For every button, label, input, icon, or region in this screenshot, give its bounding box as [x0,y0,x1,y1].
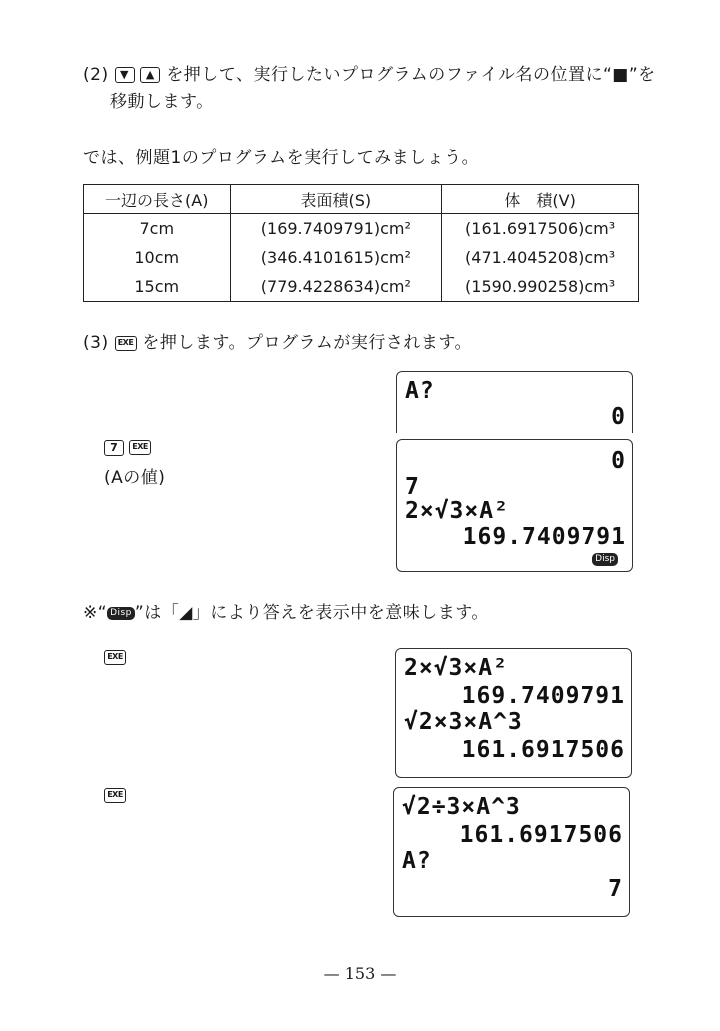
lcd-line: 2×√3×A² [405,498,509,524]
table-row [84,272,639,302]
lcd-line: 2×√3×A² [404,655,508,681]
digit-7-key-icon: 7 [104,440,124,456]
exe-key-icon: EXE [115,336,137,351]
note-text: ”は「◢」により答えを表示中を意味します。 [134,603,489,623]
table-cell: (161.6917506)cm³ [442,214,639,244]
exe-key-icon: EXE [104,788,126,803]
example-table [83,184,639,302]
input-caption: (Aの値) [104,468,166,488]
table-row [84,214,639,244]
intro-text: では、例題1のプログラムを実行してみましょう。 [83,148,480,168]
step-2-line-2: 移動します。 [110,92,214,112]
lcd-line: A? [405,378,435,404]
disp-indicator-icon: Disp [107,607,135,620]
lcd-line: 0 [611,448,626,474]
table-header-row [84,185,639,214]
table-cell: 10cm [84,243,231,272]
note-prefix: ※“ [83,603,108,623]
lcd-line: 7 [608,876,623,902]
exe-step-2 [104,785,126,804]
table-header: 表面積(S) [230,185,442,214]
up-arrow-key-icon: ▲ [140,67,160,83]
lcd-screen-4 [393,787,630,917]
lcd-line: 0 [611,404,626,430]
table-cell: 7cm [84,214,231,244]
disp-note [83,598,489,623]
exe-key-icon: EXE [104,650,126,665]
table-cell: (1590.990258)cm³ [442,272,639,302]
step-2-line-1 [83,60,656,85]
lcd-screen-2 [396,439,633,572]
lcd-line: 161.6917506 [459,822,623,848]
table-cell: (169.7409791)cm² [230,214,442,244]
lcd-line: √2÷3×A^3 [402,794,521,820]
lcd-screen-3 [395,648,632,778]
step-2-text: を押して、実行したいプログラムのファイル名の位置に“■”を [166,65,656,85]
step-3-text: を押します。プログラムが実行されます。 [142,333,473,353]
lcd-line: 169.7409791 [462,524,626,550]
lcd-line: √2×3×A^3 [404,709,523,735]
exe-step-1 [104,647,126,666]
lcd-screen-1 [396,371,633,433]
table-cell: 15cm [84,272,231,302]
exe-key-icon: EXE [129,440,151,455]
step-3-number: (3) [83,333,109,353]
table-header: 体 積(V) [442,185,639,214]
table-cell: (471.4045208)cm³ [442,243,639,272]
table-row [84,243,639,272]
table-cell: (779.4228634)cm² [230,272,442,302]
lcd-line: 169.7409791 [461,683,625,709]
down-arrow-key-icon: ▼ [115,67,135,83]
lcd-line: 161.6917506 [461,737,625,763]
table-header: 一辺の長さ(A) [84,185,231,214]
lcd-line: 7 [405,474,420,500]
input-keys [104,437,151,456]
disp-indicator-icon: Disp [592,553,618,566]
step-3-line [83,328,472,353]
page-number: — 153 — [323,964,397,983]
table-cell: (346.4101615)cm² [230,243,442,272]
step-2-number: (2) [83,65,109,85]
lcd-line: A? [402,848,432,874]
